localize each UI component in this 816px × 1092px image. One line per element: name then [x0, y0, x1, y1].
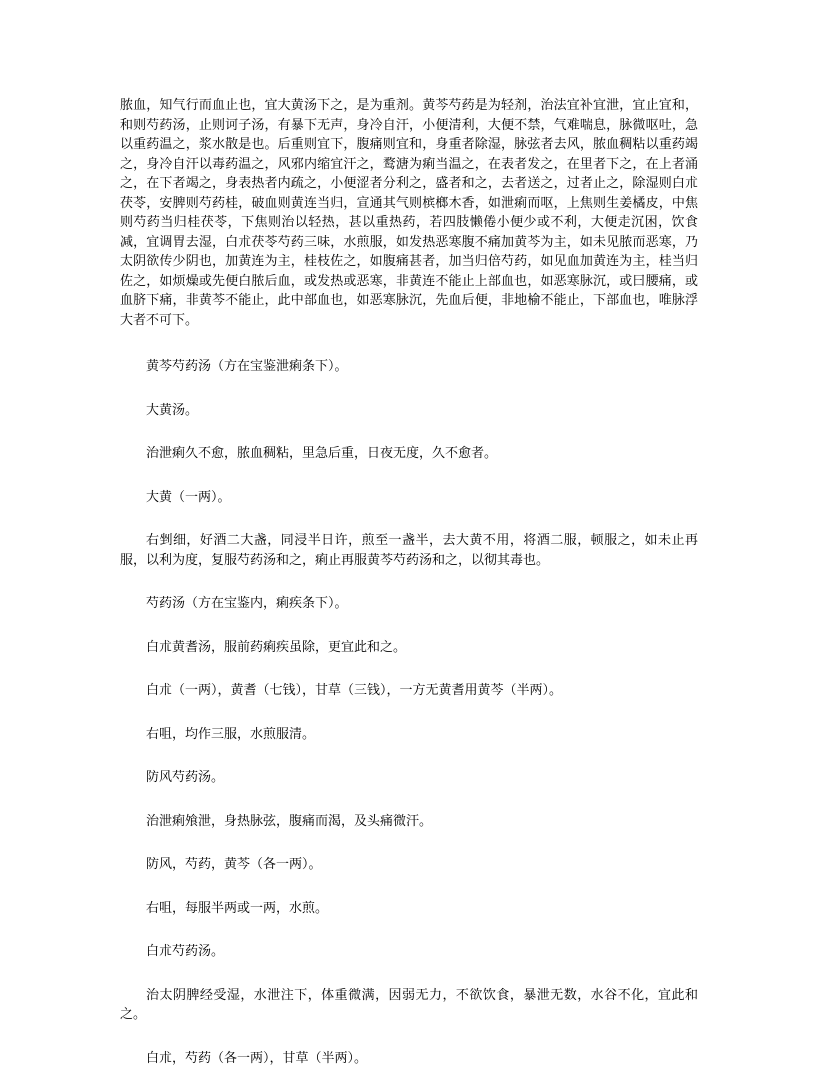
ingredients-text: 白朮，芍药（各一两），甘草（半两）。: [146, 1050, 368, 1066]
formula-title: 防风芍药汤。: [146, 770, 225, 785]
indication-text: 治泄痢飧泄，身热脉弦，腹痛而渴，及头痛微汗。: [146, 813, 433, 829]
formula-title: 黄芩芍药汤（方在宝鉴泄痢条下）。: [146, 359, 348, 374]
ingredients-text: 防风，芍药，黄芩（各一两）。: [146, 857, 322, 872]
formula-title: 芍药汤（方在宝鉴内，痢疾条下）。: [146, 596, 348, 611]
indication-text: 治太阴脾经受湿，水泄注下，体重微满，因弱无力，不欲饮食，暴泄无数，水谷不化，宜此和之。: [120, 987, 698, 1022]
ingredients-text: 大黄（一两）。: [146, 489, 231, 505]
formula-title: 大黄汤。: [146, 402, 199, 418]
preparation-text: 右咀，均作三服，水煎服清。: [146, 726, 316, 742]
preparation-text: 右剉细，好酒二大盏，同浸半日许，煎至一盏半，去大黄不用，将酒二服，顿服之，如未止再服，以利为度，复服芍药汤和之，痢止再服黄芩芍药汤和之，以彻其毒也。: [120, 533, 698, 568]
preparation-text: 右咀，每服半两或一两，水煎。: [146, 900, 329, 916]
formula-title: 白朮黄耆汤，服前药痢疾虽除，更宜此和之。: [146, 639, 407, 655]
ingredients-text: 白朮（一两），黄耆（七钱），甘草（三钱），一方无黄耆用黄芩（半两）。: [146, 683, 563, 698]
indication-text: 治泄痢久不愈，脓血稠粘，里急后重，日夜无度，久不愈者。: [146, 446, 498, 461]
formula-title: 白朮芍药汤。: [146, 944, 225, 959]
document-page: [120, 96, 698, 1092]
body-paragraph: 脓血，知气行而血止也，宜大黄汤下之，是为重剂。黄芩芍药是为轻剂，治法宜补宜泄，宜止宜和，和则芍药汤，止则诃子汤，有暴下无声，身冷自汗，小便清利，大便不禁，气难喘息，脉微呕吐，急以重药温之，浆水散是也。后重则宜下，腹痛则宜和，身重者除湿，脉弦者去风，脓血稠粘以重药竭之，身冷自汗以毒药温之，风邪内缩宜汗之，鹜溏为痢当温之，在表者发之，在里者下之，在上者涌之，在下者竭之，身表热者内疏之，小便涩者分利之，盛者和之，去者送之，过者止之，除湿则白朮茯苓，安脾则芍药桂，破血则黄连当归，宣通其气则槟榔木香，如泄痢而呕，上焦则生姜橘皮，中焦则芍药当归桂茯苓，下焦则治以轻热，甚以重热药，若四肢懒倦小便少或不利，大便走沉困，饮食减，宜调胃去湿，白朮茯苓芍药三味，水煎服，如发热恶寒腹不痛加黄芩为主，如未见脓而恶寒，乃太阴欲传少阴也，加黄连为主，桂枝佐之，如腹痛甚者，加当归倍芍药，如见血加黄连为主，桂当归佐之，如烦燥或先便白脓后血，或发热或恶寒，非黄连不能止上部血也，如恶寒脉沉，或曰腰痛，或血脐下痛，非黄芩不能止，此中部血也，如恶寒脉沉，先血后便，非地榆不能止，下部血也，唯脉浮大者不可下。: [120, 98, 698, 328]
